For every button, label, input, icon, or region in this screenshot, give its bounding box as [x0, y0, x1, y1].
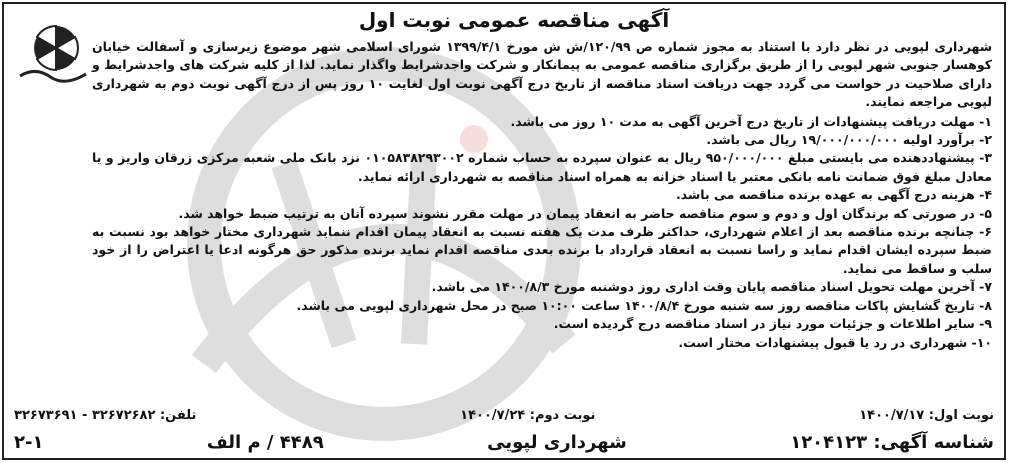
first-round-date: نوبت اول: ۱۴۰۰/۷/۱۷	[859, 408, 994, 423]
announcement-body	[92, 38, 992, 352]
advertisement-frame	[2, 2, 1006, 460]
ad-id: شناسه آگهی: ۱۲۰۴۱۲۳	[790, 432, 994, 453]
condition-item: ۴- هزینه درج آگهی به عهده برنده مناقصه می باشد.	[676, 187, 992, 203]
second-round-date: نوبت دوم: ۱۴۰۰/۷/۲۴	[460, 408, 596, 423]
condition-item: ۵- در صورتی که برندگان اول و دوم و سوم مناقصه حاضر به انعقاد پیمان در مهلت مقرر نشوند سپرده آنان به ترتیب ضبط خواهد شد.	[178, 205, 992, 221]
publisher-name: شهرداری لپویی	[487, 432, 627, 453]
ad-code: ۴۴۸۹ / م الف	[206, 432, 324, 453]
intro-paragraph: شهرداری لپویی در نظر دارد با استناد به مجوز شماره ص ۱۲۰/۹۹/ش ش مورخ ۱۳۹۹/۴/۱ شورای اسلامی شهر موضوع زیرسازی و آسفالت خیابان کوهسار جنوبی شهر لپویی را از طریق برگزاری مناقصه عمومی به پیمانکار و شرکت واجدشرایط واگذار نماید. لذا از کلیه شرکت های واجدشرایط و دارای صلاحیت در خواست می گردد جهت دریافت اسناد مناقصه از تاریخ درج آگهی نوبت اول لغایت ۱۰ روز پس از درج آگهی نوبت دوم به شهرداری لپویی مراجعه نمایند.	[92, 39, 993, 110]
phone-numbers: تلفن: ۳۲۶۷۲۶۸۲ - ۳۲۶۷۳۶۹۱	[14, 408, 197, 423]
condition-item: ۶- چنانچه برنده مناقصه بعد از اعلام شهرداری، حداکثر ظرف مدت یک هفته نسبت به انعقاد پیمان اقدام ننماید شهرداری مختار خواهد بود نسبت به ضبط سپرده ایشان اقدام نماید و راسا نسبت به انعقاد قرارداد با برنده بعدی مناقصه اقدام نماید برنده مذکور حق هرگونه ادعا یا اعتراض را از خود سلب و ساقط می نماید.	[92, 224, 992, 276]
condition-item: ۹- سایر اطلاعات و جزئیات مورد نیاز در اسناد مناقصه درج گردیده است.	[553, 316, 992, 332]
footer-dates-row	[14, 408, 994, 423]
condition-item: ۱۰- شهرداری در رد یا قبول پیشنهادات مختار است.	[678, 334, 992, 350]
page-title: آگهی مناقصه عمومی نوبت اول	[358, 8, 670, 32]
condition-item: ۷- آخرین مهلت تحویل اسناد مناقصه پایان وقت اداری روز دوشنبه مورخ ۱۴۰۰/۸/۳ می باشد.	[431, 279, 992, 295]
condition-item: ۳- پیشنهاددهنده می بایستی مبلغ ۹۵۰/۰۰۰/۰۰۰ ریال به عنوان سپرده به حساب شماره ۰۱۰۵۸۳۸۲۹۳۰۰۲ نزد بانک ملی شعبه مرکزی زرقان واریز و یا معادل مبلغ فوق ضمانت نامه بانکی معتبر یا اسناد خزانه به همراه اسناد مناقصه به شهرداری ارائه نماید.	[92, 150, 992, 184]
page-number: ۲-۱	[14, 432, 44, 453]
condition-item: ۸- تاریخ گشایش پاکات مناقصه روز سه شنبه مورخ ۱۴۰۰/۸/۴ ساعت ۱۰:۰۰ صبح در محل شهرداری لپویی می باشد.	[296, 297, 992, 313]
condition-item: ۲- برآورد اولیه ۱۹/۰۰۰/۰۰۰/۰۰۰ ریال می باشد.	[706, 132, 992, 148]
municipality-logo	[16, 18, 90, 88]
footer-id-row	[14, 432, 994, 453]
condition-item: ۱- مهلت دریافت پیشنهادات از تاریخ درج آخرین آگهی به مدت ۱۰ روز می باشد.	[510, 113, 992, 129]
